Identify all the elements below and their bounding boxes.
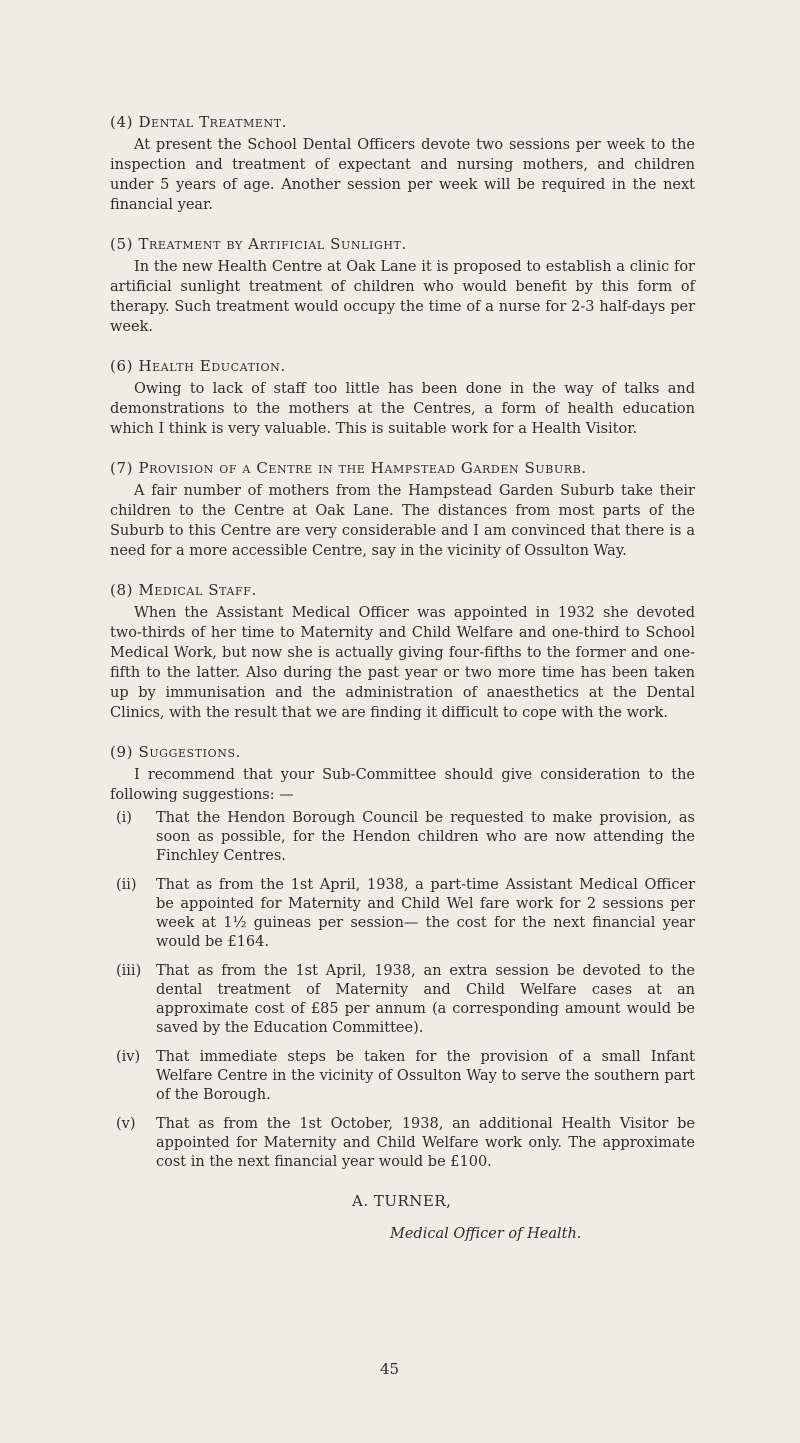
signature-name: A. TURNER, (352, 1192, 452, 1210)
section-body: A fair number of mothers from the Hampstead Garden Suburb take their children to the Centre at Oak Lane. The distances from most parts of the Suburb to this Centre are very considerable and I am convinced that there is a need for a more accessible Centre, say in the vicinity of Ossulton Way. (110, 483, 695, 559)
list-item-text: That as from the 1st October, 1938, an additional Health Visitor be appointed for Maternity and Child Welfare work only. The approximate cost in the next financial year would be £100. (156, 1116, 695, 1170)
section-heading: (4) Dental Treatment. (110, 113, 288, 131)
section-body: When the Assistant Medical Officer was appointed in 1932 she devoted two-thirds of her time to Maternity and Child Welfare and one-third to School Medical Work, but now she is actually giving four-fifths to the former and one-fifth to the latter. Also during the past year or two more time has been taken up by immunisation and the administration of anaesthetics at the Dental Clinics, with the result that we are finding it difficult to cope with the work. (110, 605, 695, 721)
section-title: Dental Treatment. (138, 113, 288, 131)
section-heading: (7) Provision of a Centre in the Hampstead Garden Suburb. (110, 459, 587, 477)
list-item-number: (i) (116, 810, 132, 826)
section-hampstead-centre (110, 458, 695, 561)
page-number: 45 (380, 1360, 400, 1378)
section-heading: (8) Medical Staff. (110, 581, 257, 599)
suggestions-intro: I recommend that your Sub-Committee should give consideration to the following suggestions: — (110, 767, 695, 803)
list-item (110, 1048, 695, 1105)
section-heading: (9) Suggestions. (110, 743, 241, 761)
section-body: At present the School Dental Officers devote two sessions per week to the inspection and treatment of expectant and nursing mothers, and children under 5 years of age. Another session per week will be required in the next financial year. (110, 137, 695, 213)
list-item-text: That as from the 1st April, 1938, an extra session be devoted to the dental treatment of Maternity and Child Welfare cases at an approximate cost of £85 per annum (a corresponding amount would be saved by the Education Committee). (156, 963, 695, 1036)
section-artificial-sunlight (110, 234, 695, 337)
list-item (110, 876, 695, 952)
section-title: Health Education. (138, 357, 286, 375)
section-suggestions (110, 742, 695, 1172)
section-title: Treatment by Artificial Sunlight. (138, 235, 407, 253)
section-title: Provision of a Centre in the Hampstead Garden Suburb. (138, 459, 587, 477)
list-item-text: That as from the 1st April, 1938, a part-time Assistant Medical Officer be appointed for Maternity and Child Wel fare work for 2 sessions per week at 1½ guineas per session— the cost for the next financial year would be £164. (156, 877, 695, 950)
section-title: Medical Staff. (138, 581, 257, 599)
document-page (110, 112, 695, 1244)
signature-title: Medical Officer of Health. (390, 1226, 582, 1242)
section-health-education (110, 356, 695, 439)
list-item-number: (v) (116, 1116, 136, 1132)
list-item-text: That immediate steps be taken for the provision of a small Infant Welfare Centre in the vicinity of Ossulton Way to serve the southern part of the Borough. (156, 1049, 695, 1103)
section-heading: (6) Health Education. (110, 357, 286, 375)
list-item-number: (iii) (116, 963, 142, 979)
list-item-text: That the Hendon Borough Council be requested to make provision, as soon as possible, for the Hendon children who are now attending the Finchley Centres. (156, 810, 695, 864)
section-body: In the new Health Centre at Oak Lane it is proposed to establish a clinic for artificial sunlight treatment of children who would benefit by this form of therapy. Such treatment would occupy the time of a nurse for 2-3 half-days per week. (110, 259, 695, 335)
section-dental-treatment (110, 112, 695, 215)
list-item-number: (iv) (116, 1049, 141, 1065)
section-medical-staff (110, 580, 695, 723)
list-item (110, 962, 695, 1038)
list-item (110, 1115, 695, 1172)
section-title: Suggestions. (138, 743, 241, 761)
list-item-number: (ii) (116, 877, 137, 893)
suggestions-list (110, 809, 695, 1172)
section-heading: (5) Treatment by Artificial Sunlight. (110, 235, 407, 253)
section-body: Owing to lack of staff too little has been done in the way of talks and demonstrations to the mothers at the Centres, a form of health education which I think is very valuable. This is suitable work for a Health Visitor. (110, 381, 695, 437)
list-item (110, 809, 695, 866)
